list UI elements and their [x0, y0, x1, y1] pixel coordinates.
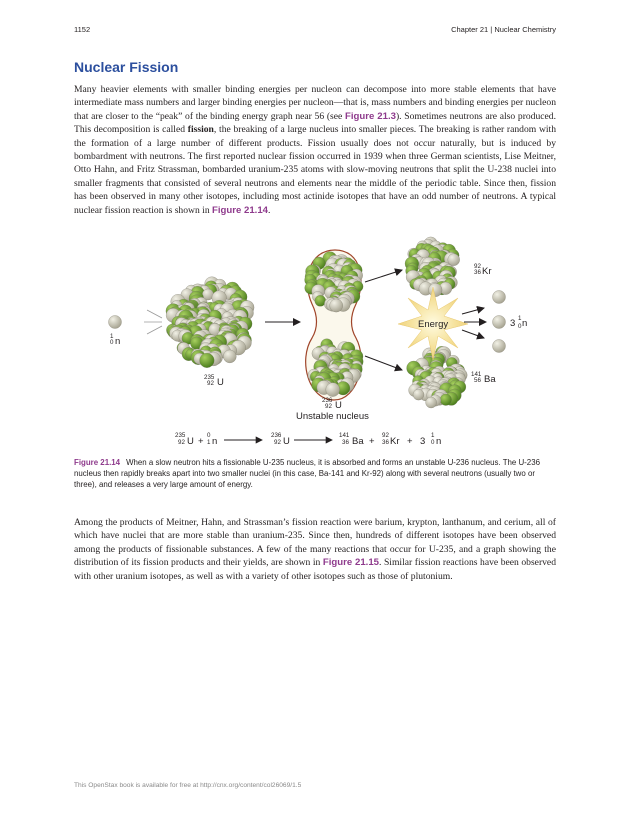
neutron-symbol: n [115, 336, 121, 347]
neutrons-out-mass: 1 [518, 315, 522, 322]
figure-21-14 [100, 232, 530, 454]
eq-plus-2: + [369, 436, 375, 447]
caption-text: When a slow neutron hits a fissionable U-235 nucleus, it is absorbed and forms an unstable U-236 nucleus. The U-236 nucleus then rapidly breaks apart into two smaller nuclei (in this case, Ba-141 and Kr-92) along with several neutrons (usually two or three), and releases a very large amount of energy. [74, 458, 540, 489]
neutrons-out-symbol: n [522, 318, 528, 329]
eq-plus-1: + [198, 436, 204, 447]
text-run: . [268, 204, 271, 216]
arrow-neutron-top [462, 308, 484, 314]
eq-n-mass: 0 [207, 432, 211, 439]
ba141-nucleus [407, 346, 468, 408]
ba-mass: 141 [471, 371, 482, 378]
eq-n-atomic: 1 [207, 439, 211, 446]
ba-atomic: 56 [474, 377, 481, 384]
kr92-nucleus [405, 237, 460, 297]
eq-ba-atomic: 36 [342, 439, 349, 446]
u236-label: Unstable nucleus [296, 411, 369, 422]
nucleon [448, 254, 460, 266]
page-number: 1152 [74, 25, 91, 34]
text-run: Among the products of Meitner, Hahn, and Strassman’s fission reaction were barium, krypton, lanthanum, and cerium, all of which have nuclei that are more stable than uranium-235. Since then, hundreds of different isotopes have been observed among the products of fissionable substances. A few of the many reactions that occur for U-235, and a graph showing the distribution of its fission products and their yields, are shown in [74, 517, 556, 569]
nucleon [326, 383, 340, 397]
u236-mass: 236 [322, 397, 333, 404]
incoming-neutron [109, 316, 122, 329]
eq-ba-mass: 141 [339, 432, 350, 439]
paragraph-2 [74, 516, 556, 583]
eq-u236-atomic: 92 [274, 439, 281, 446]
outgoing-neutron [493, 291, 506, 304]
ba-symbol: Ba [484, 374, 496, 385]
eq-kr-mass: 92 [382, 432, 389, 439]
arrow-to-ba [365, 356, 402, 370]
figure-21-14-link[interactable]: Figure 21.14 [212, 204, 269, 216]
neutrons-out-atomic: 0 [518, 323, 522, 330]
running-head: Chapter 21 | Nuclear Chemistry [451, 25, 556, 34]
u235-mass: 235 [204, 374, 215, 381]
u235-symbol: U [217, 377, 224, 388]
eq-u-atomic: 92 [178, 439, 185, 446]
text-run: ). Sometimes neutrons are also produced. This decomposition is called [74, 110, 556, 136]
neutron-atomic: 0 [110, 339, 114, 346]
kr-atomic: 36 [474, 269, 481, 276]
neutron-count: 3 [510, 318, 516, 329]
u236-atomic: 92 [325, 403, 332, 410]
nucleon [223, 350, 236, 363]
fission-diagram [100, 232, 530, 454]
nucleon [440, 394, 452, 406]
eq-neutron-count: 3 [420, 436, 426, 447]
energy-label: Energy [418, 319, 449, 330]
fission-equation [175, 432, 441, 447]
term-fission: fission [187, 124, 214, 136]
kr-symbol: Kr [482, 266, 492, 277]
eq-u-mass: 235 [175, 432, 186, 439]
outgoing-neutron [493, 316, 506, 329]
motion-lines [144, 310, 162, 334]
nucleon [429, 283, 443, 297]
outgoing-neutron [493, 340, 506, 353]
section-title: Nuclear Fission [74, 59, 179, 75]
nucleon [330, 299, 343, 312]
figure-caption [74, 457, 556, 490]
eq-ba-symbol: Ba [352, 436, 364, 447]
eq-kr-symbol: Kr [390, 436, 400, 447]
text-run: . Similar fission reactions have been observed with other uranium isotopes, as well as with a variety of other isotopes such as those of plutonium. [74, 557, 556, 582]
u236-symbol: U [335, 400, 342, 411]
eq-n2-atomic: 0 [431, 439, 435, 446]
eq-kr-atomic: 36 [382, 439, 389, 446]
eq-n2-mass: 1 [431, 432, 435, 439]
text-run: , the breaking of a large nucleus into smaller pieces. The breaking is rather random with the formation of a large number of different products. Fission usually does not occur naturally, but is induced by bombardment with neutrons. The first reported nuclear fission occurred in 1939 when three German scientists, Lise Meitner, Otto Hahn, and Fritz Strassman, bombarded uranium-235 atoms with slow-moving neutrons that split the U-238 nuclei into smaller fragments that consisted of several neutrons and elements near the middle of the periodic table. Since then, fission has been observed in many other isotopes, including most actinide isotopes that have an odd number of neutrons. A typical nuclear fission reaction is shown in [74, 124, 556, 216]
eq-u236-mass: 236 [271, 432, 282, 439]
neutron-mass: 1 [110, 333, 114, 340]
nucleon [426, 397, 437, 408]
caption-label: Figure 21.14 [74, 458, 121, 467]
figure-21-15-link[interactable]: Figure 21.15 [322, 557, 380, 569]
text-run: Many heavier elements with smaller binding energies per nucleon can decompose into more stable elements that have intermediate mass numbers and larger binding energies per nucleon—that is, mass numbers and binding energies per nucleon that are closer to the “peak” of the binding energy graph near 56 (see [74, 84, 556, 122]
figure-21-3-link[interactable]: Figure 21.3 [344, 110, 396, 122]
arrow-to-kr [365, 270, 402, 282]
nucleon [200, 353, 215, 368]
eq-plus-3: + [407, 436, 413, 447]
eq-n2-symbol: n [436, 436, 442, 447]
nucleon [315, 295, 326, 306]
u235-atomic: 92 [207, 380, 214, 387]
eq-u236-symbol: U [283, 436, 290, 447]
u235-nucleus [166, 277, 254, 368]
arrow-neutron-bot [462, 330, 484, 338]
footer: This OpenStax book is available for free at http://cnx.org/content/col26069/1.5 [74, 782, 302, 789]
kr-mass: 92 [474, 263, 481, 270]
eq-u-symbol: U [187, 436, 194, 447]
eq-n-symbol: n [212, 436, 218, 447]
paragraph-1 [74, 83, 556, 217]
nucleon [413, 389, 424, 400]
